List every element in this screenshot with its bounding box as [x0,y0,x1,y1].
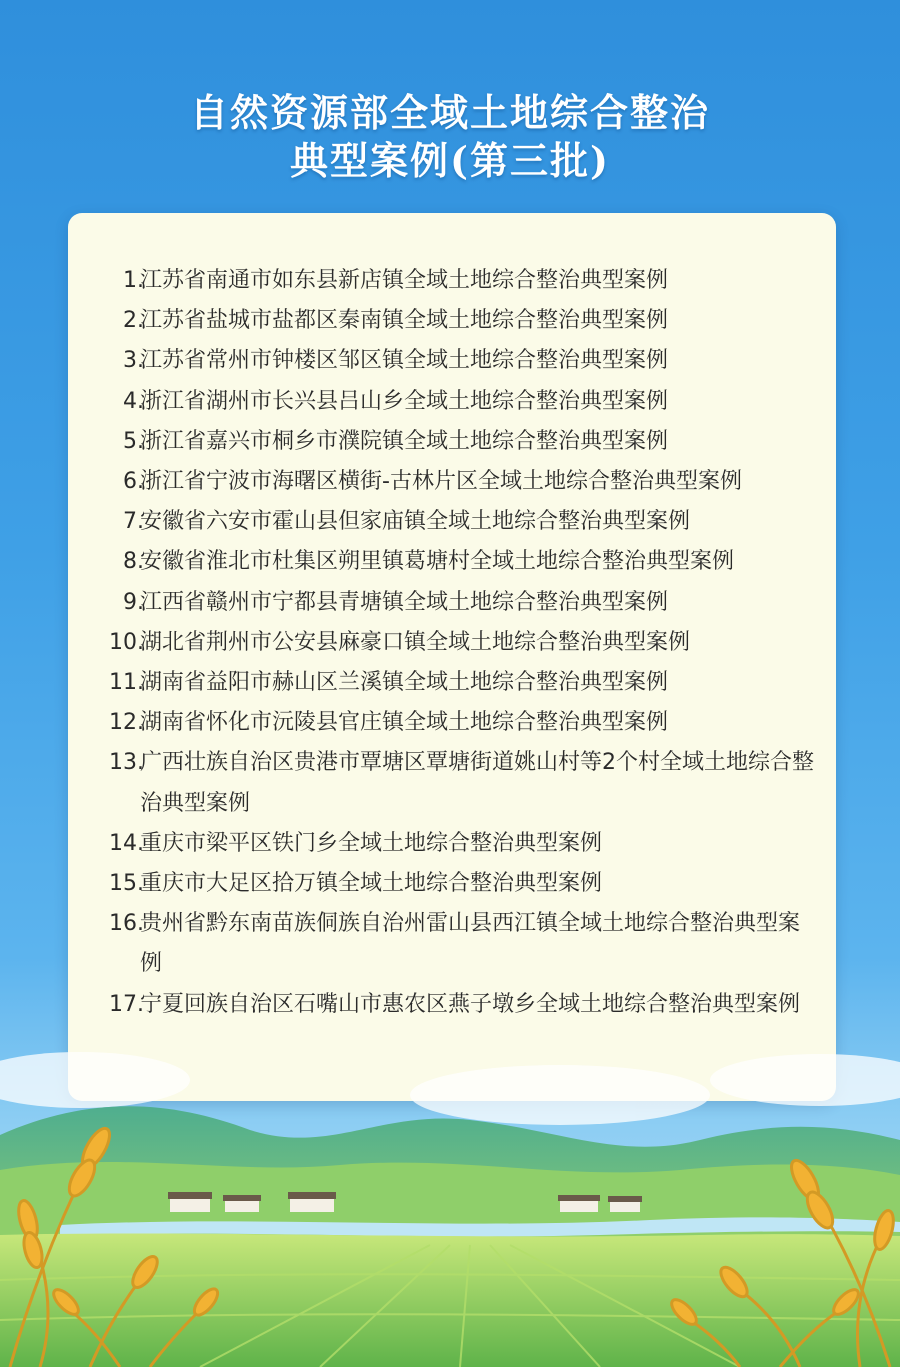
case-title: 江苏省南通市如东县新店镇全域土地综合整治典型案例 [140,268,669,293]
case-number: 6. [123,469,144,495]
case-item [68,341,836,381]
case-title: 贵州省黔东南苗族侗族自治州雷山县西江镇全域土地综合整治典型案例 [140,911,801,977]
case-number: 4. [123,388,144,414]
case-title: 安徽省六安市霍山县但家庙镇全域土地综合整治典型案例 [140,509,691,535]
case-number: 9. [123,589,144,615]
case-title: 江西省赣州市宁都县青塘镇全域土地综合整治典型案例 [140,589,669,615]
case-number: 2. [123,308,144,334]
case-title: 浙江省嘉兴市桐乡市濮院镇全域土地综合整治典型案例 [140,428,669,454]
case-item [68,261,836,301]
case-number: 16. [109,911,144,937]
case-title: 湖北省荆州市公安县麻豪口镇全域土地综合整治典型案例 [140,629,691,655]
case-title: 浙江省宁波市海曙区横街-古林片区全域土地综合整治典型案例 [140,469,742,495]
case-number: 11. [109,670,144,696]
case-number: 10. [109,629,144,655]
case-item [68,382,836,422]
case-title: 湖南省益阳市赫山区兰溪镇全域土地综合整治典型案例 [140,670,669,696]
case-item [68,542,836,582]
case-item [68,663,836,703]
case-number: 3. [123,348,144,374]
page-title: 自然资源部全域土地综合整治 [189,90,710,135]
case-title: 重庆市梁平区铁门乡全域土地综合整治典型案例 [140,830,603,856]
farmland-illustration [0,1040,900,1367]
case-item [68,985,836,1025]
case-list [68,261,836,1025]
case-item [68,623,836,663]
case-title: 江苏省常州市钟楼区邹区镇全域土地综合整治典型案例 [140,348,669,374]
case-item [68,864,836,904]
case-title: 重庆市大足区拾万镇全域土地综合整治典型案例 [140,871,603,897]
case-item [68,583,836,623]
case-item [68,502,836,542]
case-item [68,301,836,341]
case-item [68,824,836,864]
case-title: 湖南省怀化市沅陵县官庄镇全域土地综合整治典型案例 [140,710,669,736]
case-title: 江苏省盐城市盐都区秦南镇全域土地综合整治典型案例 [140,308,669,334]
fields [0,1234,900,1367]
case-item [68,422,836,462]
case-item [68,743,836,823]
case-number: 5. [123,428,144,454]
case-number: 14. [109,830,144,856]
case-item [68,462,836,502]
case-number: 7. [123,509,144,535]
case-number: 13. [109,750,144,776]
case-list-card [68,213,836,1101]
page-subtitle: 典型案例(第三批) [290,138,610,183]
case-title: 宁夏回族自治区石嘴山市惠农区燕子墩乡全域土地综合整治典型案例 [140,991,801,1017]
case-title: 安徽省淮北市杜集区朔里镇葛塘村全域土地综合整治典型案例 [140,549,735,575]
case-item [68,904,836,984]
case-title: 浙江省湖州市长兴县吕山乡全域土地综合整治典型案例 [140,388,669,414]
case-number: 8. [123,549,144,575]
case-number: 1. [123,268,144,293]
case-item [68,703,836,743]
case-title: 广西壮族自治区贵港市覃塘区覃塘街道姚山村等2个村全域土地综合整治典型案例 [140,750,814,816]
case-number: 12. [109,710,144,736]
case-number: 15. [109,871,144,897]
case-number: 17. [109,991,144,1017]
